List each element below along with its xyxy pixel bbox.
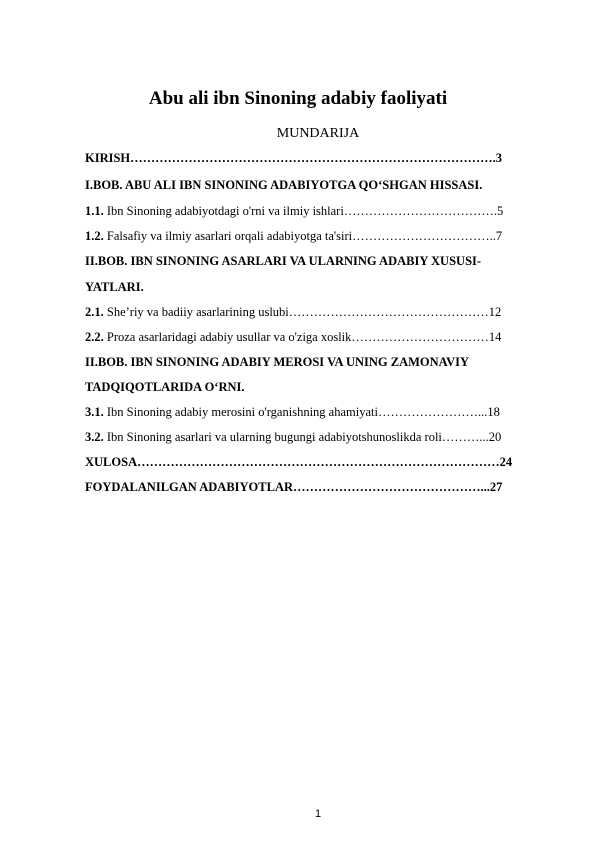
toc-entry-text: FOYDALANILGAN ADABIYOTLAR………………………………………...27 [85, 480, 503, 494]
toc-chapter-2-heading-line2: YATLARI. [85, 280, 144, 294]
toc-entry-text: She’riy va badiiy asarlarining uslubi…………………………………………12 [103, 305, 502, 319]
toc-entry-kirish: KIRISH…………………………………………………………………………….3 [85, 151, 503, 165]
toc-entry-2-1 [85, 304, 556, 320]
page-number: 1 [314, 808, 322, 820]
toc-entry-3-2 [85, 429, 556, 445]
toc-chapter-3-heading-line2: TADQIQOTLARIDA O‘RNI. [85, 380, 245, 394]
document-title: Abu ali ibn Sinoning adabiy faoliyati [148, 88, 448, 109]
toc-chapter-3-heading-line1: II.BOB. IBN SINONING ADABIY MEROSI VA UNING ZAMONAVIY [85, 355, 469, 369]
toc-chapter-1-heading: I.BOB. ABU ALI IBN SINONING ADABIYOTGA QO‘SHGAN HISSASI. [85, 178, 483, 192]
toc-entry-number: 1.2. [85, 229, 104, 243]
toc-entry-2-2 [85, 329, 556, 345]
toc-entry-text: Falsafiy va ilmiy asarlari orqali adabiyotga ta'siri……………………………..7 [103, 229, 503, 243]
toc-entry-text: Ibn Sinoning adabiyotdagi o'rni va ilmiy ishlari……………………………….5 [103, 204, 504, 218]
toc-entry-text: Ibn Sinoning asarlari va ularning bugungi adabiyotshunoslikda roli………...20 [103, 430, 502, 444]
toc-entry-3-1 [85, 404, 556, 420]
toc-entry-number: 2.1. [85, 305, 104, 319]
toc-entry-text: Ibn Sinoning adabiy merosini o'rganishning ahamiyati……………………...18 [103, 405, 500, 419]
toc-entry-references [85, 479, 556, 495]
toc-entry-1-2 [85, 228, 556, 244]
toc-entry-number: 3.1. [85, 405, 104, 419]
toc-chapter-2-heading-line1: II.BOB. IBN SINONING ASARLARI VA ULARNING ADABIY XUSUSI- [85, 254, 482, 268]
toc-entry-1-1 [85, 203, 556, 219]
toc-entry-number: 1.1. [85, 204, 104, 218]
contents-heading: MUNDARIJA [276, 126, 360, 141]
toc-entry-xulosa [85, 454, 556, 470]
toc-entry-text: XULOSA……………………………………………………………………………24 [85, 455, 513, 469]
toc-entry-text: Proza asarlaridagi adabiy usullar va o'ziga xoslik……………………………14 [103, 330, 502, 344]
toc-entry-number: 3.2. [85, 430, 104, 444]
toc-entry-number: 2.2. [85, 330, 104, 344]
